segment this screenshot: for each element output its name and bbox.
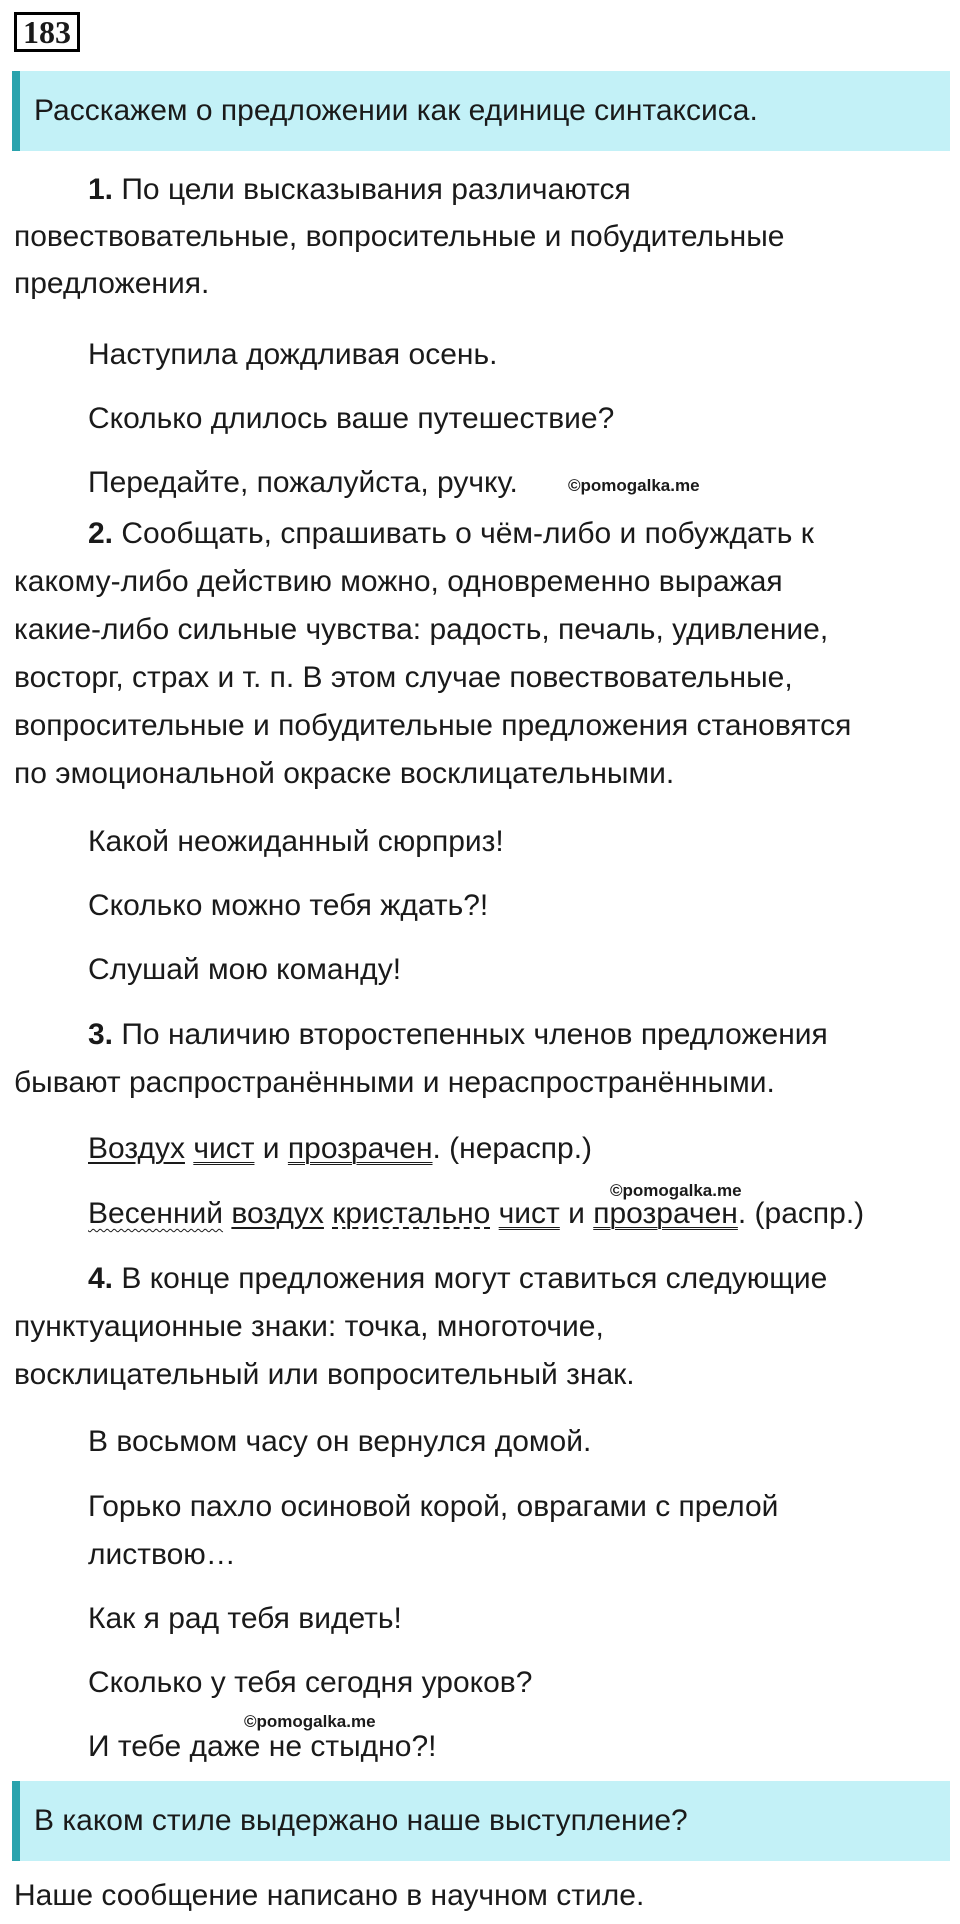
example-4: Какой неожиданный сюрприз! — [88, 825, 504, 858]
p2-line4: восторг, страх и т. п. В этом случае повествовательные, — [14, 661, 793, 694]
watermark-2: ©pomogalka.me — [610, 1181, 742, 1200]
p1-line2: повествовательные, вопросительные и побудительные — [14, 220, 785, 253]
p1-number: 1. — [88, 173, 114, 206]
p1-line3: предложения. — [14, 267, 210, 300]
example-1: Наступила дождливая осень. — [88, 338, 498, 371]
example-11: Как я рад тебя видеть! — [88, 1602, 402, 1635]
p3-number: 3. — [88, 1018, 114, 1051]
example-13: И тебе даже не стыдно?! — [88, 1730, 437, 1763]
p2-text1: Сообщать, спрашивать о чём-либо и побуждать к — [113, 517, 814, 550]
p3-text1: По наличию второстепенных членов предложения — [113, 1018, 828, 1051]
p2-line6: по эмоциональной окраске восклицательными. — [14, 757, 675, 790]
heading-intro — [12, 71, 950, 151]
subject-word: Воздух — [88, 1132, 185, 1165]
predicate-word: чист — [193, 1132, 255, 1165]
p4-line1 — [88, 1261, 827, 1297]
example-10-line2: листвою… — [88, 1538, 236, 1571]
p2-line1 — [88, 516, 814, 552]
heading-question — [12, 1781, 950, 1861]
predicate-word: чист — [498, 1197, 560, 1230]
heading-question-text: В каком стиле выдержано наше выступление? — [34, 1804, 688, 1837]
example-3: Передайте, пожалуйста, ручку. — [88, 466, 518, 499]
example-12: Сколько у тебя сегодня уроков? — [88, 1666, 533, 1699]
predicate-word: прозрачен — [287, 1132, 433, 1165]
p1-line1 — [88, 172, 631, 208]
p2-line5: вопросительные и побудительные предложения становятся — [14, 709, 852, 742]
p3-line1 — [88, 1017, 828, 1053]
p1-text1: По цели высказывания различаются — [113, 173, 631, 206]
example-10-line1: Горько пахло осиновой корой, оврагами с прелой — [88, 1490, 779, 1523]
example-2: Сколько длилось ваше путешествие? — [88, 402, 615, 435]
subject-word: воздух — [231, 1197, 324, 1230]
example-5: Сколько можно тебя ждать?! — [88, 889, 489, 922]
answer-text: Наше сообщение написано в научном стиле. — [14, 1879, 645, 1912]
p2-line3: какие-либо сильные чувства: радость, печаль, удивление, — [14, 613, 829, 646]
p4-line2: пунктуационные знаки: точка, многоточие, — [14, 1310, 604, 1343]
p3-line2: бывают распространёнными и нераспространёнными. — [14, 1066, 775, 1099]
example-8-rest: . (распр.) — [737, 1197, 865, 1230]
example-8 — [88, 1196, 864, 1232]
example-7-rest: . (нераспр.) — [432, 1132, 593, 1165]
p4-line3: восклицательный или вопросительный знак. — [14, 1358, 635, 1391]
space — [490, 1197, 498, 1230]
example-6: Слушай мою команду! — [88, 953, 402, 986]
heading-intro-text: Расскажем о предложении как единице синтаксиса. — [34, 94, 758, 127]
watermark-3: ©pomogalka.me — [244, 1712, 376, 1731]
example-7 — [88, 1131, 592, 1167]
example-9: В восьмом часу он вернулся домой. — [88, 1425, 592, 1458]
predicate-word: прозрачен — [593, 1197, 738, 1230]
adverbial-word: кристально — [332, 1197, 491, 1230]
exercise-number: 183 — [14, 12, 80, 52]
watermark-1: ©pomogalka.me — [568, 476, 700, 495]
p2-line2: какому-либо действию можно, одновременно выражая — [14, 565, 783, 598]
attribute-word: Весенний — [88, 1197, 224, 1230]
p4-text1: В конце предложения могут ставиться следующие — [113, 1262, 828, 1295]
p2-number: 2. — [88, 517, 114, 550]
p4-number: 4. — [88, 1262, 114, 1295]
conjunction: и — [559, 1197, 594, 1230]
conjunction: и — [254, 1132, 288, 1165]
